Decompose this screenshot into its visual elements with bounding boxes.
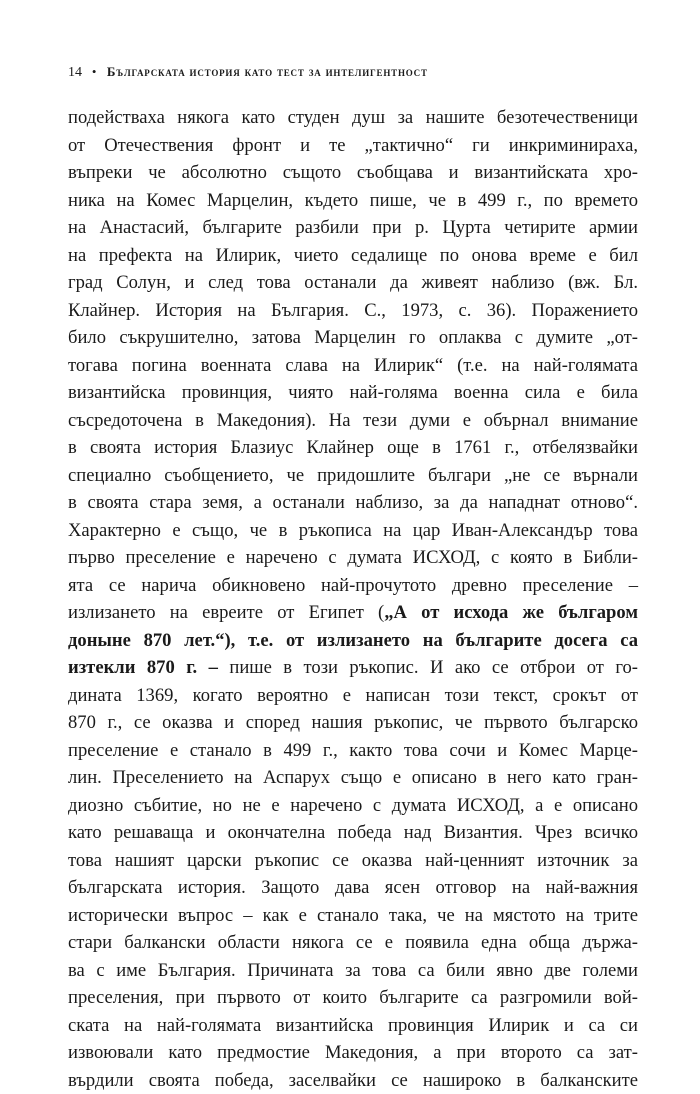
text-line xyxy=(68,957,638,985)
text-line xyxy=(68,407,638,435)
text-segment: византийска провинция, чиято най-голяма военна сила е била xyxy=(68,382,638,403)
text-line xyxy=(68,517,638,545)
text-line xyxy=(68,599,638,627)
text-segment: специално съобщението, че придошлите българи „не се върнали xyxy=(68,465,638,486)
text-segment: град Солун, и след това останали да живеят наблизо (вж. Бл. xyxy=(68,272,638,293)
text-line xyxy=(68,902,638,930)
text-segment: на Анастасий, българите разбили при р. Цурта четирите армии xyxy=(68,217,638,238)
text-line xyxy=(68,819,638,847)
text-segment: ската на най-голямата византийска провинция Илирик и са си xyxy=(68,1015,638,1036)
text-line xyxy=(68,379,638,407)
text-segment: върдили своята победа, заселвайки се нашироко в балканските xyxy=(68,1070,638,1091)
text-line xyxy=(68,489,638,517)
text-line xyxy=(68,682,638,710)
body-text xyxy=(68,104,638,1094)
text-line xyxy=(68,1012,638,1040)
text-line xyxy=(68,984,638,1012)
text-segment: дината 1369, когато вероятно е написан този текст, срокът от xyxy=(68,685,638,706)
text-line xyxy=(68,764,638,792)
text-line xyxy=(68,709,638,737)
text-line xyxy=(68,132,638,160)
text-segment: ва с име България. Причината за това са били явно две големи xyxy=(68,960,638,981)
text-segment: Характерно е също, че в ръкописа на цар Иван-Александър това xyxy=(68,520,638,541)
text-line xyxy=(68,269,638,297)
text-segment: ята се нарича обикновено най-прочутото древно преселение – xyxy=(68,575,638,596)
text-segment: в своята история Блазиус Клайнер още в 1761 г., отбелязвайки xyxy=(68,437,638,458)
text-line xyxy=(68,434,638,462)
text-line xyxy=(68,544,638,572)
text-line xyxy=(68,242,638,270)
text-segment: излизането на евреите от Египет ( xyxy=(68,602,384,623)
text-segment: Клайнер. История на България. С., 1973, с. 36). Поражението xyxy=(68,300,638,321)
running-title: Българската история като тест за интелигентност xyxy=(107,64,428,79)
text-segment: първо преселение е наречено с думата ИСХОД, с която в Библи- xyxy=(68,547,638,568)
text-line xyxy=(68,874,638,902)
text-line xyxy=(68,462,638,490)
text-line xyxy=(68,627,638,655)
text-line xyxy=(68,214,638,242)
text-line xyxy=(68,847,638,875)
text-line xyxy=(68,104,638,132)
text-line xyxy=(68,324,638,352)
text-segment: в своята стара земя, а останали наблизо, за да нападнат отново“. xyxy=(68,492,638,513)
bold-text-segment: доныне 870 лет.“), т.е. от излизането на българите досега са xyxy=(68,630,638,651)
text-segment: стари балкански области някога се е появила една обща държа- xyxy=(68,932,638,953)
text-segment: извоювали като предмостие Македония, а при второто са зат- xyxy=(68,1042,638,1063)
text-line xyxy=(68,572,638,600)
text-segment: исторически въпрос – как е станало така, че на мястото на трите xyxy=(68,905,638,926)
text-segment: въпреки че абсолютно същото съобщава и византийската хро- xyxy=(68,162,638,183)
text-segment: съсредоточена в Македония). На тези думи е обърнал внимание xyxy=(68,410,638,431)
text-segment: преселение е станало в 499 г., както това сочи и Комес Марце- xyxy=(68,740,638,761)
text-segment: 870 г., се оказва и според нашия ръкопис, че първото българско xyxy=(68,712,638,733)
text-segment: диозно събитие, но не е наречено с думата ИСХОД, а е описано xyxy=(68,795,638,816)
text-line xyxy=(68,1039,638,1067)
text-line xyxy=(68,929,638,957)
text-segment: като решаваща и окончателна победа над Византия. Чрез всичко xyxy=(68,822,638,843)
text-line xyxy=(68,737,638,765)
text-segment: това нашият царски ръкопис се оказва най-ценният източник за xyxy=(68,850,638,871)
text-line xyxy=(68,187,638,215)
text-segment: пише в този ръкопис. И ако се отброи от го- xyxy=(218,657,638,678)
text-line xyxy=(68,1067,638,1094)
bold-text-segment: изтекли 870 г. – xyxy=(68,657,218,678)
text-segment: тогава погина военната слава на Илирик“ (т.е. на най-голямата xyxy=(68,355,638,376)
text-segment: лин. Преселението на Аспарух също е описано в него като гран- xyxy=(68,767,638,788)
text-line xyxy=(68,352,638,380)
header-separator: • xyxy=(92,64,97,79)
text-line xyxy=(68,159,638,187)
text-segment: от Отечествения фронт и те „тактично“ ги инкриминираха, xyxy=(68,135,638,156)
text-segment: подействаха някога като студен душ за нашите безотечественици xyxy=(68,107,638,128)
running-header xyxy=(68,64,628,81)
text-line xyxy=(68,792,638,820)
text-segment: на префекта на Илирик, чието седалище по онова време е бил xyxy=(68,245,638,266)
text-line xyxy=(68,654,638,682)
text-segment: преселения, при първото от които българите са разгромили вой- xyxy=(68,987,638,1008)
bold-text-segment: „А от исхода же българом xyxy=(384,602,638,623)
text-segment: българската история. Защото дава ясен отговор на най-важния xyxy=(68,877,638,898)
page-number: 14 xyxy=(68,65,82,80)
text-line xyxy=(68,297,638,325)
text-segment: било съкрушително, затова Марцелин го оплаква с думите „от- xyxy=(68,327,638,348)
text-segment: ника на Комес Марцелин, където пише, че в 499 г., по времето xyxy=(68,190,638,211)
